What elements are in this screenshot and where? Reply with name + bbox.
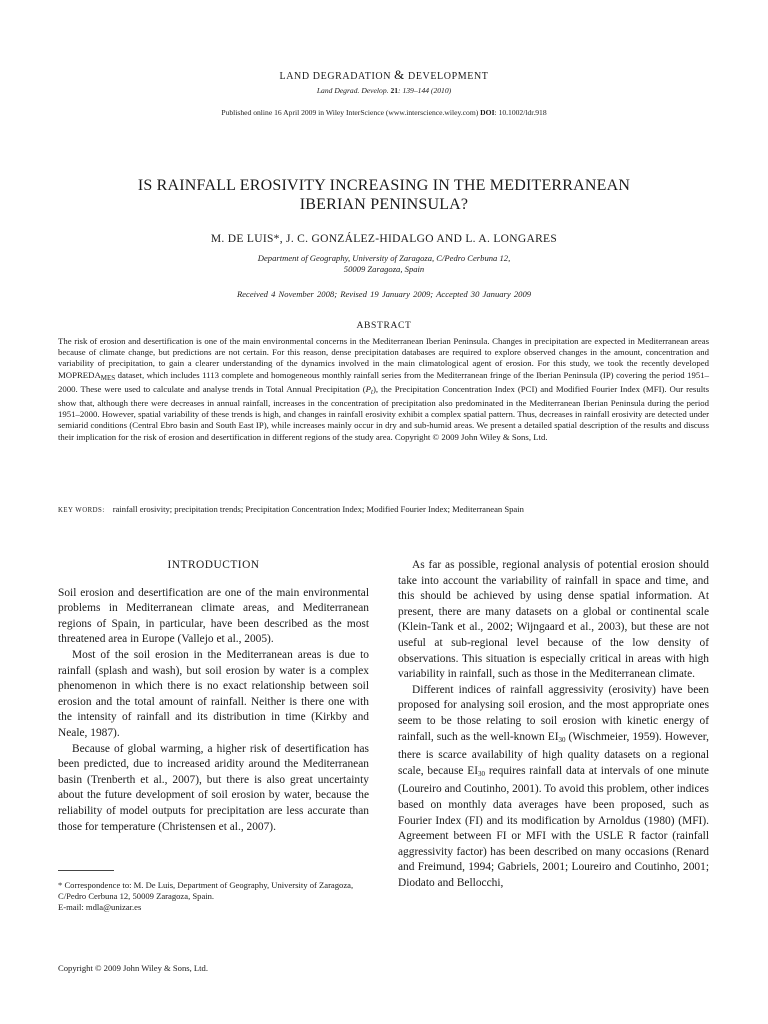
section-heading-introduction: INTRODUCTION bbox=[167, 559, 260, 571]
abstract-part2: dataset, which includes 1113 complete and homogeneous monthly rainfall series from the Mediterranean fringe of the Iberian Peninsula (IP) covering the period 1951–2000. These were used to calculate and analyse trends in Total Annual Precipitation ( bbox=[58, 369, 709, 394]
publication-info bbox=[0, 108, 768, 117]
authors: M. DE LUIS*, J. C. GONZÁLEZ-HIDALGO AND L. A. LONGARES bbox=[210, 233, 558, 245]
journal-name-part2: DEVELOPMENT bbox=[408, 71, 489, 82]
ei30-subscript: 30 bbox=[558, 735, 566, 744]
abstract-pt-symbol: P bbox=[365, 383, 372, 394]
paragraph bbox=[398, 683, 709, 892]
affiliation-line2: 50009 Zaragoza, Spain bbox=[343, 264, 425, 274]
paper-title bbox=[60, 176, 708, 214]
abstract-part1: The risk of erosion and desertification is one of the main environmental concerns in the Mediterranean Iberian Peninsula. Changes in precipitation are expected in Mediterranean areas because of climate change, but predictions are not certain. For this reason, dense precipitation databases are required to explore observed changes in the amount, concentration and variability of precipitation, to gain a clearer understanding of the dynamics involved in the main climatological agent of erosion. For this study, we took the recently developed MOPREDA bbox=[58, 336, 709, 380]
journal-citation bbox=[0, 86, 768, 95]
left-column bbox=[58, 558, 369, 835]
right-column bbox=[398, 558, 709, 891]
submission-dates: Received 4 November 2008; Revised 19 January 2009; Accepted 30 January 2009 bbox=[236, 289, 532, 299]
paragraph-part: requires rainfall data at intervals of one minute (Loureiro and Coutinho, 2001). To avoid this problem, other indices based on monthly data averages have been proposed, such as Fourier Index (FI) and its modification by Arnoldus (1980) (MFI). Agreement between FI or MFI with the USLE R factor (rainfall aggressivity factor) has been described on many occasions (Renard and Freimund, 1994; Gabriels, 2001; Loureiro and Coutinho, 2001; Diodato and Bellocchi, bbox=[398, 764, 709, 889]
abstract-pt-subscript: t bbox=[371, 387, 373, 396]
paper-title-line2: IBERIAN PENINSULA? bbox=[299, 196, 469, 213]
footnote-divider bbox=[58, 870, 114, 871]
doi-label: DOI bbox=[480, 108, 495, 117]
keywords bbox=[58, 504, 709, 514]
paragraph-part: Different indices of rainfall aggressivity (erosivity) have been proposed for analysing soil erosion, and the most appropriate ones seem to be those relating to soil erosion with kinetic energy of rainfall, such as the well-known EI bbox=[398, 683, 709, 743]
paragraph: Soil erosion and desertification are one of the main environmental problems in Mediterranean climate areas, and Mediterranean regions of Spain, in particular, have been described as the most threatened area in Europe (Vallejo et al., 2005). bbox=[58, 586, 369, 646]
paragraph: As far as possible, regional analysis of potential erosion should take into account the variability of rainfall in space and time, and this should be achieved by using dense spatial information. At present, there are many datasets on a global or continental scale (Klein-Tank et al., 2002; Wijngaard et al., 2003), but these are not useful at sub-regional level because of the low density of observations. This situation is especially critical in areas with high variability in rainfall, such as those in the Mediterranean climate. bbox=[398, 559, 709, 681]
paper-title-line1: IS RAINFALL EROSIVITY INCREASING IN THE MEDITERRANEAN bbox=[137, 177, 631, 194]
published-online: Published online 16 April 2009 in Wiley InterScience (www.interscience.wiley.com) bbox=[221, 108, 479, 117]
abstract-heading: ABSTRACT bbox=[356, 320, 412, 331]
ei30-subscript: 30 bbox=[478, 769, 486, 778]
citation-journal: Land Degrad. Develop. bbox=[316, 86, 389, 95]
keywords-label: KEY WORDS: bbox=[58, 507, 105, 514]
citation-volume: 21 bbox=[390, 86, 399, 95]
doi-value: : 10.1002/ldr.918 bbox=[494, 108, 547, 117]
paragraph: Most of the soil erosion in the Mediterranean areas is due to rainfall (splash and wash), but soil erosion by water is a complex phenomenon in which there is no exact relationship between soil erosion and the total amount of rainfall. Neither is there one with the intensity of rainfall and its distribution in time (Kirkby and Neale, 1987). bbox=[58, 648, 369, 739]
abstract-text bbox=[58, 336, 709, 443]
affiliation bbox=[0, 253, 768, 275]
copyright-footer: Copyright © 2009 John Wiley & Sons, Ltd. bbox=[58, 963, 208, 973]
journal-name bbox=[0, 67, 768, 83]
citation-pages: : 139–144 (2010) bbox=[398, 86, 452, 95]
affiliation-line1: Department of Geography, University of Zaragoza, C/Pedro Cerbuna 12, bbox=[257, 253, 511, 263]
journal-name-part1: LAND DEGRADATION bbox=[279, 71, 392, 82]
correspondence-footnote bbox=[58, 880, 378, 914]
abstract-subscript-mes: MES bbox=[100, 373, 116, 382]
abstract-part3: ), the Precipitation Concentration Index (PCI) and Modified Fourier Index (MFI). Our results show that, although there were decreases in annual rainfall, increases in the concentration of precipitation also predominated in the Mediterranean Iberian Peninsula during the period 1951–2000. However, spatial variability of these trends is high, and changes in rainfall erosivity exhibit a complex spatial pattern. Thus, decreases in rainfall erosivity are detected under semiarid conditions (Central Ebro basin and South East IP), while increases mainly occur in dry and sub-humid areas. We present a detailed spatial description of the results and discuss their implication for the risk of erosion and desertification in different regions of the study area. Copyright © 2009 John Wiley & Sons, Ltd. bbox=[58, 383, 709, 442]
footnote-email: E-mail: mdla@unizar.es bbox=[58, 902, 142, 913]
journal-ampersand: & bbox=[394, 67, 405, 82]
footnote-correspondence: * Correspondence to: M. De Luis, Department of Geography, University of Zaragoza, C/Pedro Cerbuna 12, 50009 Zaragoza, Spain. bbox=[58, 880, 354, 902]
keywords-text: rainfall erosivity; precipitation trends; Precipitation Concentration Index; Modified Fourier Index; Mediterranean Spain bbox=[112, 504, 524, 514]
paragraph: Because of global warming, a higher risk of desertification has been predicted, due to increased aridity around the Mediterranean basin (Trenberth et al., 2007), but there is also great uncertainty about the future development of soil erosion by water, because the reliability of model outputs for precipitation are less accurate than those for temperature (Christensen et al., 2007). bbox=[58, 742, 369, 833]
paragraph-part: (Wischmeier, 1959). However, there is scarce availability of high quality datasets on a regional scale, because EI bbox=[398, 730, 709, 777]
